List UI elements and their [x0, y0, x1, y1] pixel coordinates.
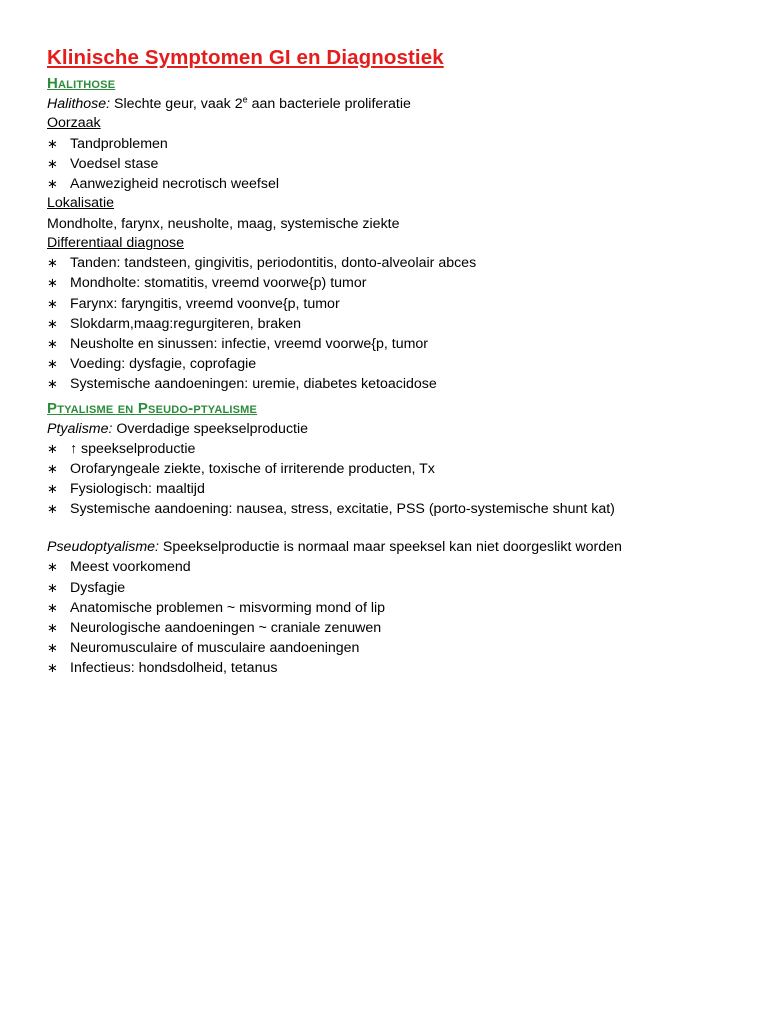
- pseudoptyalisme-list: [47, 557, 747, 678]
- list-item: [47, 134, 747, 154]
- list-item: [47, 499, 747, 519]
- definition-text: Overdadige speekselproductie: [112, 420, 309, 437]
- subheading-oorzaak: Oorzaak: [47, 115, 101, 131]
- list-item: [47, 174, 747, 194]
- list-item-text: Neuromusculaire of musculaire aandoeningen: [70, 640, 360, 657]
- list-item: [47, 314, 747, 334]
- bullet-icon: ∗: [47, 619, 58, 635]
- list-item: [47, 459, 747, 479]
- list-item-text: Mondholte: stomatitis, vreemd voorwe{p) tumor: [70, 275, 367, 292]
- list-item-text: Tandproblemen: [70, 135, 168, 152]
- list-item: [47, 638, 747, 658]
- definition-text-rest: aan bacteriele proliferatie: [247, 96, 411, 112]
- list-item: [47, 354, 747, 374]
- bullet-icon: ∗: [47, 640, 58, 656]
- bullet-icon: ∗: [47, 559, 58, 575]
- list-item-text: Voeding: dysfagie, coprofagie: [70, 356, 257, 373]
- definition-term: Halithose:: [47, 96, 111, 112]
- list-item-text: Dysfagie: [70, 579, 126, 596]
- list-item: [47, 479, 747, 499]
- bullet-icon: ∗: [47, 155, 58, 171]
- list-item-text: Farynx: faryngitis, vreemd voonve{p, tumor: [70, 295, 340, 312]
- document-page: [47, 44, 747, 679]
- document-title: Klinische Symptomen GI en Diagnostiek: [47, 46, 444, 69]
- section-heading-ptyalisme: Ptyalisme en Pseudo-ptyalisme: [47, 399, 258, 417]
- list-item: [47, 253, 747, 273]
- list-item-text: Neurologische aandoeningen ~ craniale zenuwen: [70, 619, 382, 636]
- list-item-text: Meest voorkomend: [70, 559, 191, 576]
- definition-superscript: e: [242, 94, 248, 105]
- lokalisatie-text: Mondholte, farynx, neusholte, maag, systemische ziekte: [47, 215, 400, 232]
- bullet-icon: ∗: [47, 501, 58, 517]
- list-item: [47, 294, 747, 314]
- pseudoptyalisme-definition: [47, 537, 747, 557]
- list-item: [47, 439, 747, 459]
- list-item: [47, 578, 747, 598]
- subheading-differentiaal-diagnose: Differentiaal diagnose: [47, 234, 184, 251]
- bullet-icon: ∗: [47, 255, 58, 271]
- list-item: [47, 334, 747, 354]
- list-item-text: Tanden: tandsteen, gingivitis, periodontitis, donto-alveolair abces: [70, 255, 477, 272]
- bullet-icon: ∗: [47, 356, 58, 372]
- bullet-icon: ∗: [47, 175, 58, 191]
- definition-term: Pseudoptyalisme:: [47, 539, 159, 556]
- list-item-text: Fysiologisch: maaltijd: [70, 480, 205, 497]
- bullet-icon: ∗: [47, 579, 58, 595]
- list-item-text: ↑ speekselproductie: [70, 440, 196, 457]
- bullet-icon: ∗: [47, 480, 58, 496]
- bullet-icon: ∗: [47, 460, 58, 476]
- list-item: [47, 154, 747, 174]
- list-item-text: Orofaryngeale ziekte, toxische of irriterende producten, Tx: [70, 460, 435, 477]
- definition-text: Speekselproductie is normaal maar speeksel kan niet doorgeslikt worden: [158, 539, 622, 556]
- list-item: [47, 273, 747, 293]
- differential-diagnosis-list: [47, 253, 747, 394]
- list-item-text: Voedsel stase: [70, 155, 159, 172]
- bullet-icon: ∗: [47, 376, 58, 392]
- ptyalisme-list: [47, 439, 747, 520]
- subheading-lokalisatie: Lokalisatie: [47, 195, 115, 212]
- list-item: [47, 658, 747, 678]
- definition-text: Slechte geur, vaak 2: [110, 96, 243, 112]
- list-item-text: Systemische aandoeningen: uremie, diabetes ketoacidose: [70, 376, 437, 393]
- bullet-icon: ∗: [47, 335, 58, 351]
- list-item: [47, 557, 747, 577]
- bullet-icon: ∗: [47, 135, 58, 151]
- bullet-icon: ∗: [47, 440, 58, 456]
- bullet-icon: ∗: [47, 295, 58, 311]
- list-item-text: Aanwezigheid necrotisch weefsel: [70, 175, 279, 192]
- bullet-icon: ∗: [47, 660, 58, 676]
- definition-term: Ptyalisme:: [47, 420, 113, 437]
- ptyalisme-definition: [47, 419, 747, 439]
- section-heading-halithose: Halithose: [47, 75, 116, 92]
- list-item-text: Neusholte en sinussen: infectie, vreemd voorwe{p, tumor: [70, 335, 429, 352]
- bullet-icon: ∗: [47, 599, 58, 615]
- list-item-text: Anatomische problemen ~ misvorming mond of lip: [70, 599, 386, 616]
- bullet-icon: ∗: [47, 275, 58, 291]
- list-item: [47, 374, 747, 394]
- oorzaak-list: [47, 134, 747, 195]
- list-item-text: Infectieus: hondsdolheid, tetanus: [70, 660, 278, 677]
- bullet-icon: ∗: [47, 315, 58, 331]
- list-item-text: Systemische aandoening: nausea, stress, excitatie, PSS (porto-systemische shunt kat): [70, 501, 615, 518]
- list-item: [47, 598, 747, 618]
- list-item-text: Slokdarm,maag:regurgiteren, braken: [70, 315, 302, 332]
- halithose-definition: [47, 94, 747, 114]
- list-item: [47, 618, 747, 638]
